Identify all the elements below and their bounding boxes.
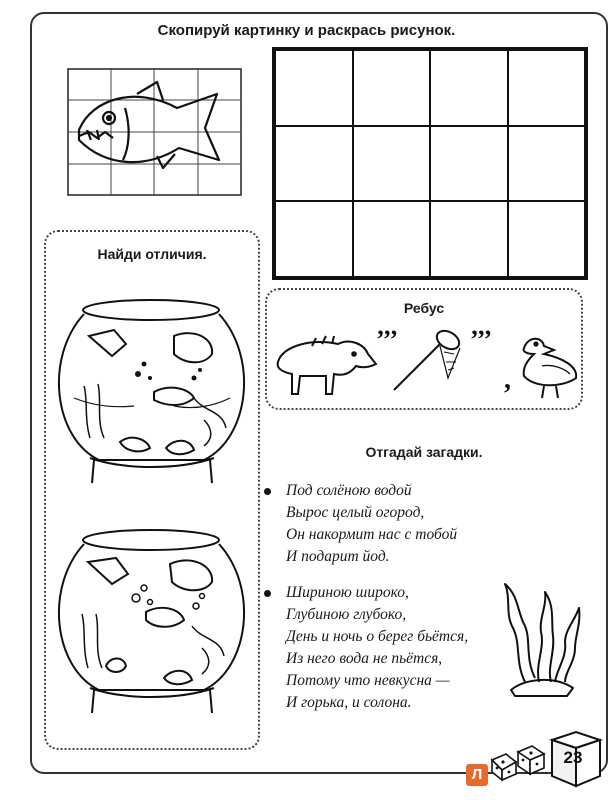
fish-icon [67, 68, 242, 196]
riddles-title: Отгадай загадки. [365, 444, 483, 460]
riddle-line: Потому что невкусна — [286, 672, 450, 689]
boar-icon [278, 336, 376, 394]
differences-title: Найди отличия. [97, 246, 207, 262]
riddle-line: Из него вода не пьётся, [286, 650, 443, 667]
riddle-1 [264, 480, 457, 568]
seaweed-icon [495, 578, 590, 700]
butterfly-net-icon [394, 327, 462, 390]
grid-cell[interactable] [430, 201, 508, 277]
grid-cell[interactable] [353, 201, 431, 277]
copy-grid[interactable] [272, 47, 588, 280]
riddle-2 [264, 582, 468, 714]
riddle-line: Вырос целый огород, [286, 504, 425, 521]
grid-cell[interactable] [275, 126, 353, 202]
grid-cell[interactable] [275, 201, 353, 277]
watermark-logo: Л [466, 764, 488, 786]
rebus-picture [272, 318, 580, 406]
page-number: 23 [563, 748, 583, 767]
riddle-line: И подарит йод. [286, 548, 390, 565]
aquarium-bottom-icon [54, 518, 249, 723]
aquarium-top-icon [54, 288, 249, 493]
riddle-line: День и ночь о берег бьётся, [286, 628, 469, 645]
grid-cell[interactable] [430, 126, 508, 202]
comma-marks-2: ’’’ [470, 325, 493, 354]
bullet-icon [264, 488, 271, 495]
grid-cell[interactable] [508, 50, 586, 126]
grid-cell[interactable] [430, 50, 508, 126]
riddle-line: Под солёною водой [286, 482, 412, 499]
rebus-title: Ребус [403, 300, 445, 316]
fish-grid-picture [67, 68, 242, 196]
page-title: Скопируй картинку и раскрась рисунок. [157, 22, 456, 39]
riddle-line: Он накормит нас с тобой [286, 526, 458, 543]
grid-cell[interactable] [508, 126, 586, 202]
riddle-line: И горька, и солона. [286, 694, 412, 711]
grid-cell[interactable] [353, 50, 431, 126]
grid-cell[interactable] [508, 201, 586, 277]
dice-icon [488, 742, 548, 782]
grid-cell[interactable] [353, 126, 431, 202]
grid-cell[interactable] [275, 50, 353, 126]
comma-mark-3: , [504, 364, 511, 395]
riddle-line: Глубиною глубоко, [286, 606, 407, 623]
bullet-icon [264, 590, 271, 597]
riddle-line: Шириною широко, [286, 584, 409, 601]
duck-icon [524, 339, 577, 398]
comma-marks-1: ’’’ [376, 325, 399, 354]
